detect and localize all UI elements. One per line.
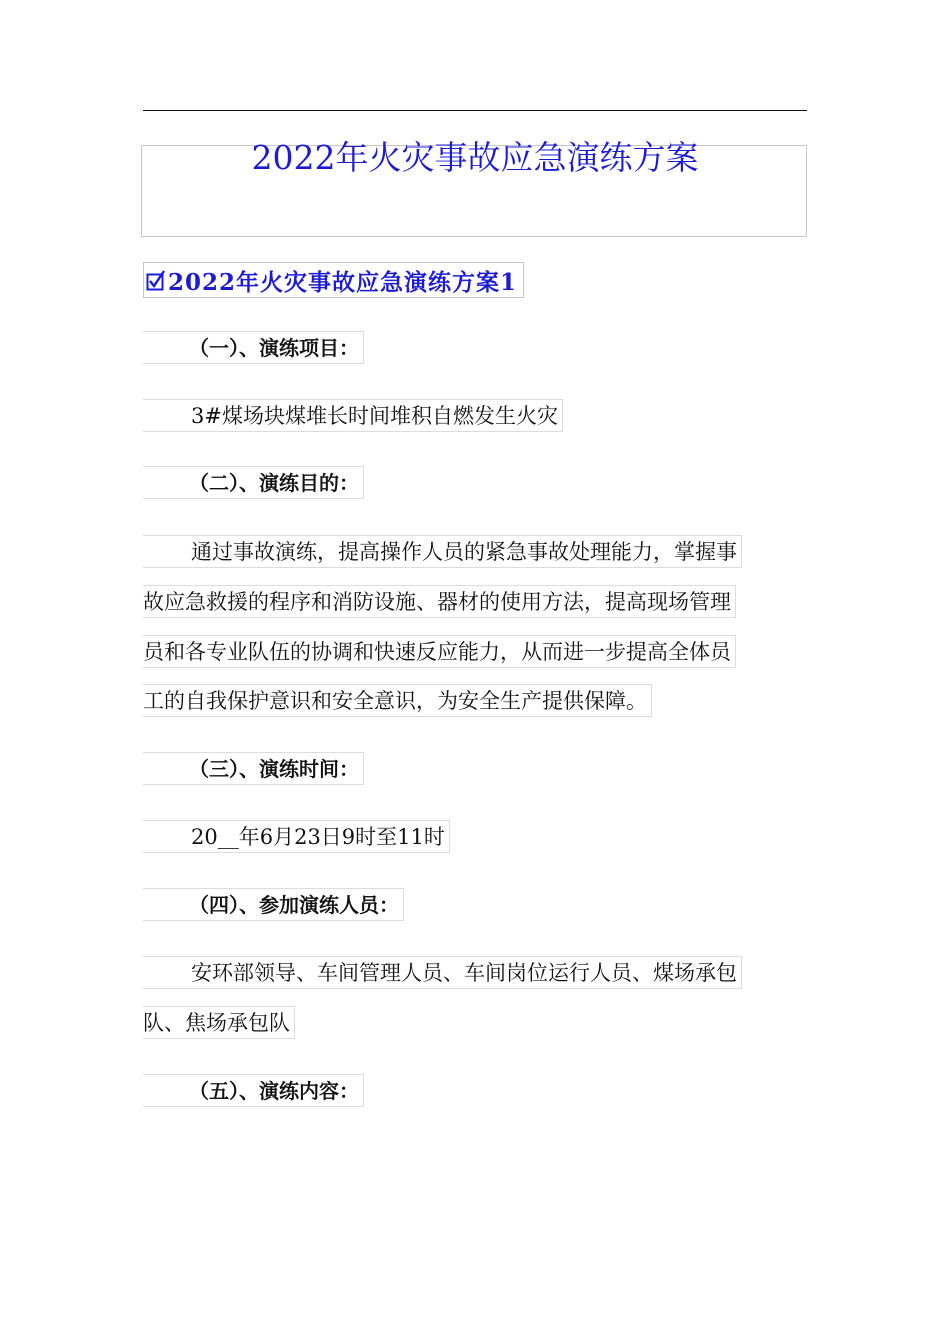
heading-drill-item: （一）、演练项目： xyxy=(143,331,364,364)
heading-drill-time: （三）、演练时间： xyxy=(143,752,364,785)
top-rule xyxy=(143,110,807,111)
body-drill-time: 20__年6月23日9时至11时 xyxy=(143,820,450,853)
section-title xyxy=(143,262,524,298)
body-drill-purpose-line-2: 故应急救援的程序和消防设施、器材的使用方法，提高现场管理 xyxy=(143,585,736,618)
section-title-text: 2022年火灾事故应急演练方案1 xyxy=(168,268,518,296)
body-drill-participants-line-1: 安环部领导、车间管理人员、车间岗位运行人员、煤场承包 xyxy=(143,956,742,989)
heading-drill-participants: （四）、参加演练人员： xyxy=(143,888,404,921)
body-drill-participants-line-2: 队、焦场承包队 xyxy=(143,1006,295,1039)
checkbox-checked-icon xyxy=(146,269,166,291)
body-drill-purpose-line-4: 工的自我保护意识和安全意识，为安全生产提供保障。 xyxy=(143,684,652,717)
body-drill-purpose-line-3: 员和各专业队伍的协调和快速反应能力，从而进一步提高全体员 xyxy=(143,635,736,668)
heading-drill-content: （五）、演练内容： xyxy=(143,1074,364,1107)
body-drill-item: 3#煤场块煤堆长时间堆积自燃发生火灾 xyxy=(143,399,563,432)
heading-drill-purpose: （二）、演练目的： xyxy=(143,466,364,499)
body-drill-purpose-line-1: 通过事故演练，提高操作人员的紧急事故处理能力，掌握事 xyxy=(143,535,742,568)
page-title: 2022年火灾事故应急演练方案 xyxy=(251,138,699,177)
